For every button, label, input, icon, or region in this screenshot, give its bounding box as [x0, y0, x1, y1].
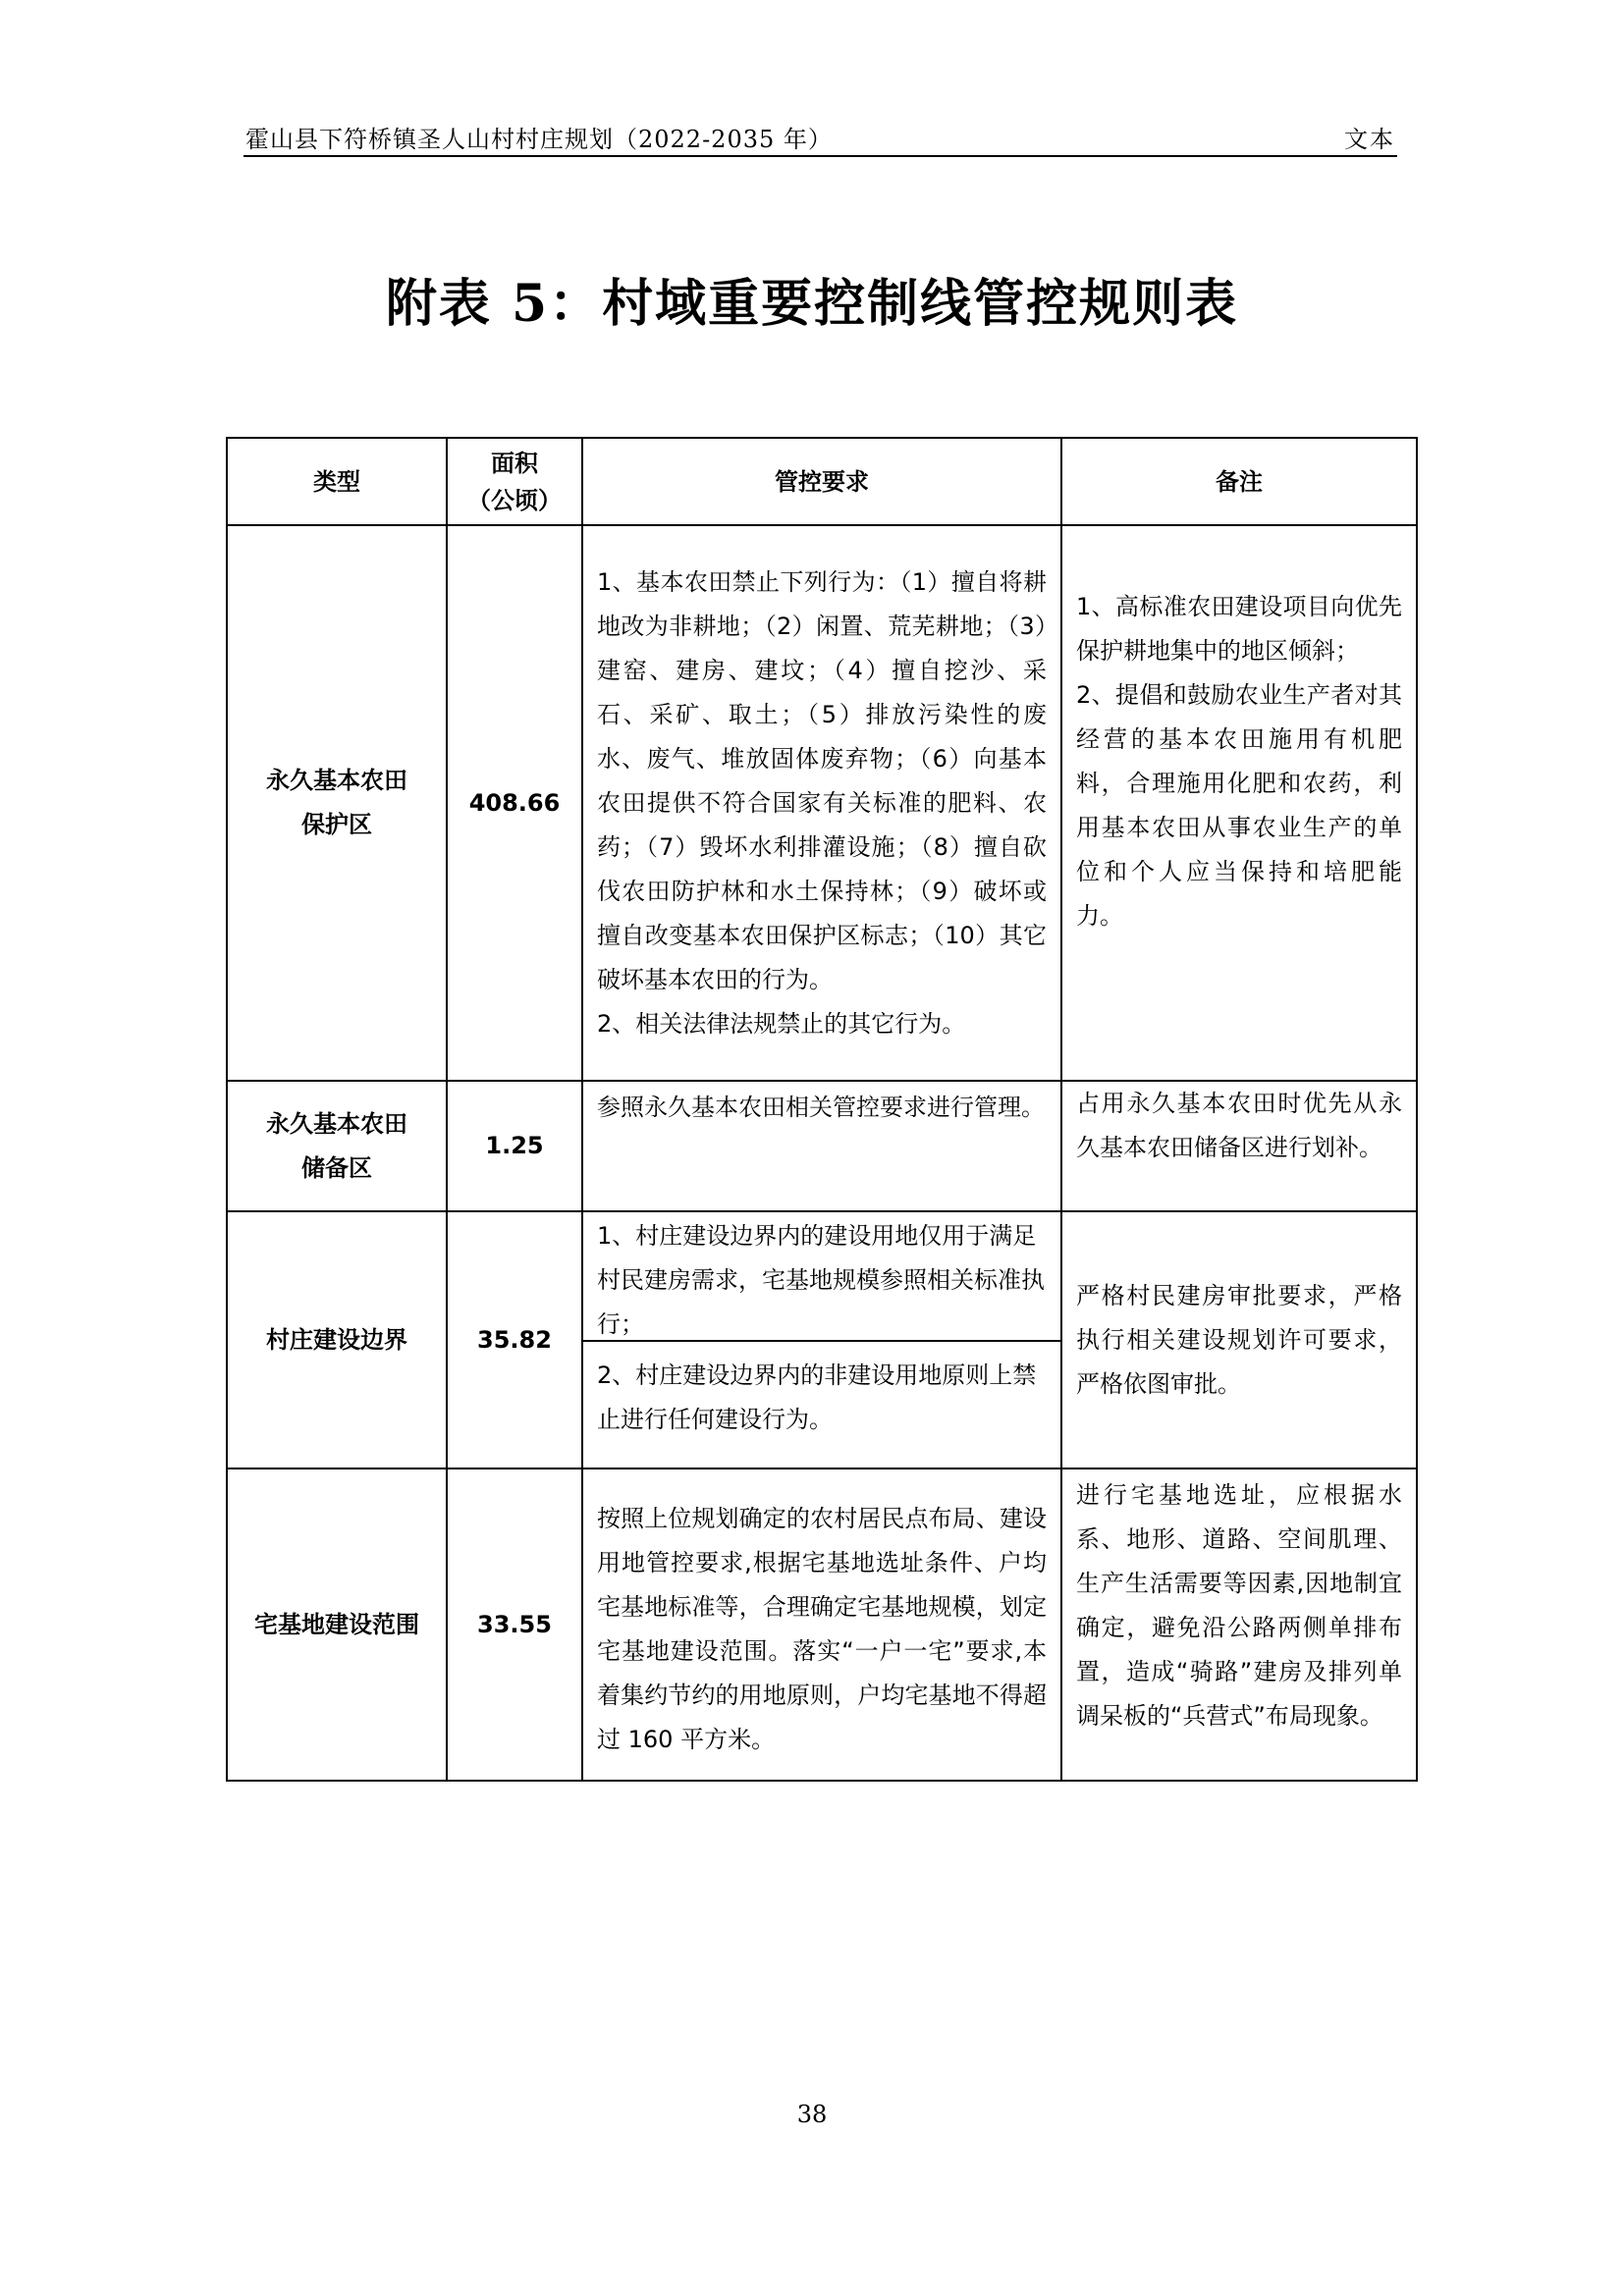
header-section-label: 文本 — [1344, 126, 1395, 153]
row-note: 占用永久基本农田时优先从永久基本农田储备区进行划补。 — [1061, 1081, 1417, 1211]
row-type: 永久基本农田 储备区 — [227, 1081, 447, 1211]
row-requirement: 1、基本农田禁止下列行为：（1）擅自将耕地改为非耕地；（2）闲置、荒芜耕地；（3）建窑、建房、建坟；（4）擅自挖沙、采石、采矿、取土；（5）排放污染性的废水、废气、堆放固体废弃物；（6）向基本农田提供不符合国家有关标准的肥料、农药；（7）毁坏水利排灌设施；（8）擅自砍伐农田防护林和水土保持林；（9）破坏或擅自改变基本农田保护区标志；（10）其它破坏基本农田的行为。 2、相关法律法规禁止的其它行为。 — [582, 525, 1061, 1081]
row-area: 33.55 — [447, 1468, 582, 1781]
header-area: 面积 （公顷） — [447, 438, 582, 525]
row-type: 村庄建设边界 — [227, 1211, 447, 1468]
row-type: 宅基地建设范围 — [227, 1468, 447, 1781]
header-type: 类型 — [227, 438, 447, 525]
table-row — [227, 1081, 1417, 1211]
table-row — [227, 1468, 1417, 1781]
page-title: 附表 5：村域重要控制线管控规则表 — [385, 274, 1239, 334]
header-document-title: 霍山县下符桥镇圣人山村村庄规划（2022-2035 年） — [245, 126, 833, 153]
row-note: 严格村民建房审批要求，严格执行相关建设规划许可要求，严格依图审批。 — [1061, 1211, 1417, 1468]
row-type: 永久基本农田 保护区 — [227, 525, 447, 1081]
row-area: 35.82 — [447, 1211, 582, 1468]
row-requirement-part-2: 2、村庄建设边界内的非建设用地原则上禁止进行任何建设行为。 — [597, 1362, 1037, 1433]
row-requirement-split — [582, 1211, 1061, 1468]
control-line-rules-table — [226, 437, 1418, 1782]
row-requirement: 按照上位规划确定的农村居民点布局、建设用地管控要求,根据宅基地选址条件、户均宅基地标准等，合理确定宅基地规模，划定宅基地建设范围。落实“一户一宅”要求,本着集约节约的用地原则，户均宅基地不得超过 160 平方米。 — [582, 1468, 1061, 1781]
row-requirement-part-1: 1、村庄建设边界内的建设用地仅用于满足村民建房需求，宅基地规模参照相关标准执行； — [583, 1212, 1060, 1342]
table-row — [227, 1211, 1417, 1468]
table-header-row — [227, 438, 1417, 525]
header-note: 备注 — [1061, 438, 1417, 525]
header-requirement: 管控要求 — [582, 438, 1061, 525]
row-note: 进行宅基地选址，应根据水系、地形、道路、空间肌理、生产生活需要等因素,因地制宜确定，避免沿公路两侧单排布置，造成“骑路”建房及排列单调呆板的“兵营式”布局现象。 — [1061, 1468, 1417, 1781]
row-requirement: 参照永久基本农田相关管控要求进行管理。 — [582, 1081, 1061, 1211]
row-area: 1.25 — [447, 1081, 582, 1211]
row-note: 1、高标准农田建设项目向优先保护耕地集中的地区倾斜； 2、提倡和鼓励农业生产者对其经营的基本农田施用有机肥料，合理施用化肥和农药，利用基本农田从事农业生产的单位和个人应当保持和培肥能力。 — [1061, 525, 1417, 1081]
table-row — [227, 525, 1417, 1081]
row-area: 408.66 — [447, 525, 582, 1081]
running-header — [244, 116, 1397, 157]
page-number: 38 — [796, 2101, 828, 2128]
